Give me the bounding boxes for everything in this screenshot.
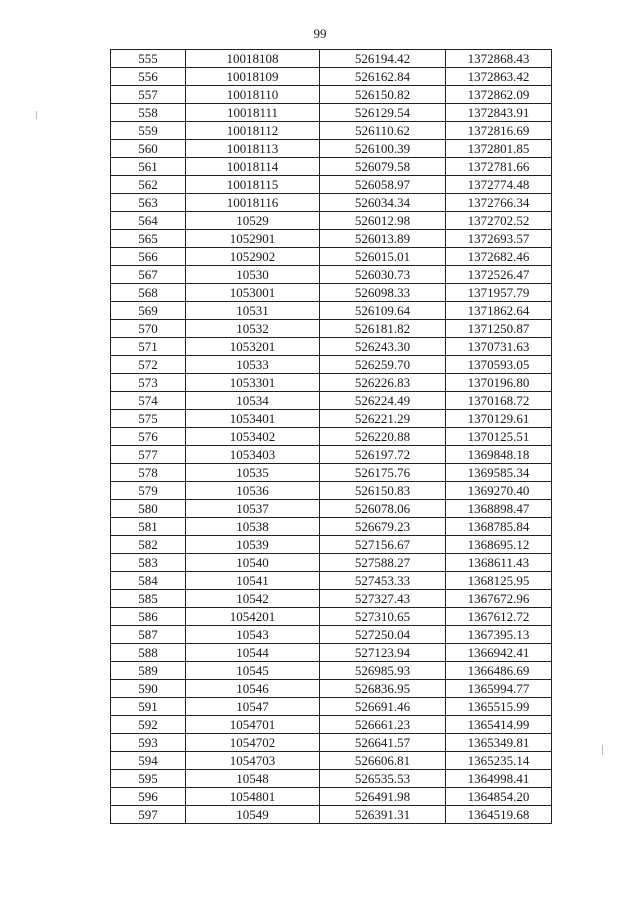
point-id-cell: 1052902 [186, 248, 320, 266]
y-coordinate-cell: 1371250.87 [446, 320, 552, 338]
row-number-cell: 574 [111, 392, 186, 410]
y-coordinate-cell: 1364519.68 [446, 806, 552, 824]
point-id-cell: 1054201 [186, 608, 320, 626]
x-coordinate-cell: 527310.65 [320, 608, 446, 626]
table-row [111, 464, 552, 482]
table-row [111, 500, 552, 518]
table-row [111, 446, 552, 464]
table-row [111, 248, 552, 266]
y-coordinate-cell: 1370731.63 [446, 338, 552, 356]
x-coordinate-cell: 526391.31 [320, 806, 446, 824]
point-id-cell: 10536 [186, 482, 320, 500]
y-coordinate-cell: 1372693.57 [446, 230, 552, 248]
row-number-cell: 590 [111, 680, 186, 698]
y-coordinate-cell: 1371957.79 [446, 284, 552, 302]
table-row [111, 302, 552, 320]
row-number-cell: 557 [111, 86, 186, 104]
x-coordinate-cell: 526110.62 [320, 122, 446, 140]
x-coordinate-cell: 526109.64 [320, 302, 446, 320]
table-row [111, 374, 552, 392]
row-number-cell: 555 [111, 50, 186, 68]
point-id-cell: 1054703 [186, 752, 320, 770]
row-number-cell: 592 [111, 716, 186, 734]
table-row [111, 680, 552, 698]
row-number-cell: 584 [111, 572, 186, 590]
x-coordinate-cell: 526221.29 [320, 410, 446, 428]
point-id-cell: 10538 [186, 518, 320, 536]
table-row [111, 140, 552, 158]
y-coordinate-cell: 1372766.34 [446, 194, 552, 212]
table-row [111, 50, 552, 68]
x-coordinate-cell: 526691.46 [320, 698, 446, 716]
row-number-cell: 567 [111, 266, 186, 284]
y-coordinate-cell: 1364998.41 [446, 770, 552, 788]
point-id-cell: 10018109 [186, 68, 320, 86]
coordinates-table [110, 49, 552, 824]
y-coordinate-cell: 1365515.99 [446, 698, 552, 716]
point-id-cell: 1053001 [186, 284, 320, 302]
x-coordinate-cell: 527327.43 [320, 590, 446, 608]
x-coordinate-cell: 527250.04 [320, 626, 446, 644]
table-row [111, 428, 552, 446]
point-id-cell: 10545 [186, 662, 320, 680]
table-row [111, 590, 552, 608]
point-id-cell: 10018114 [186, 158, 320, 176]
row-number-cell: 596 [111, 788, 186, 806]
y-coordinate-cell: 1366942.41 [446, 644, 552, 662]
table-row [111, 68, 552, 86]
y-coordinate-cell: 1369270.40 [446, 482, 552, 500]
y-coordinate-cell: 1365414.99 [446, 716, 552, 734]
x-coordinate-cell: 527453.33 [320, 572, 446, 590]
x-coordinate-cell: 526181.82 [320, 320, 446, 338]
y-coordinate-cell: 1372682.46 [446, 248, 552, 266]
y-coordinate-cell: 1372774.48 [446, 176, 552, 194]
y-coordinate-cell: 1372863.42 [446, 68, 552, 86]
x-coordinate-cell: 526259.70 [320, 356, 446, 374]
table-row [111, 698, 552, 716]
page-number: 99 [313, 26, 327, 41]
x-coordinate-cell: 526641.57 [320, 734, 446, 752]
table-row [111, 104, 552, 122]
point-id-cell: 1054701 [186, 716, 320, 734]
x-coordinate-cell: 526162.84 [320, 68, 446, 86]
y-coordinate-cell: 1370593.05 [446, 356, 552, 374]
x-coordinate-cell: 526679.23 [320, 518, 446, 536]
x-coordinate-cell: 526034.34 [320, 194, 446, 212]
row-number-cell: 570 [111, 320, 186, 338]
x-coordinate-cell: 526175.76 [320, 464, 446, 482]
point-id-cell: 10534 [186, 392, 320, 410]
y-coordinate-cell: 1372843.91 [446, 104, 552, 122]
table-row [111, 266, 552, 284]
y-coordinate-cell: 1372868.43 [446, 50, 552, 68]
x-coordinate-cell: 526985.93 [320, 662, 446, 680]
x-coordinate-cell: 526197.72 [320, 446, 446, 464]
point-id-cell: 1052901 [186, 230, 320, 248]
row-number-cell: 579 [111, 482, 186, 500]
row-number-cell: 591 [111, 698, 186, 716]
x-coordinate-cell: 526100.39 [320, 140, 446, 158]
table-row [111, 158, 552, 176]
table-row [111, 554, 552, 572]
row-number-cell: 565 [111, 230, 186, 248]
x-coordinate-cell: 526058.97 [320, 176, 446, 194]
x-coordinate-cell: 526226.83 [320, 374, 446, 392]
x-coordinate-cell: 526836.95 [320, 680, 446, 698]
x-coordinate-cell: 526079.58 [320, 158, 446, 176]
point-id-cell: 10544 [186, 644, 320, 662]
x-coordinate-cell: 526098.33 [320, 284, 446, 302]
x-coordinate-cell: 526150.82 [320, 86, 446, 104]
row-number-cell: 594 [111, 752, 186, 770]
x-coordinate-cell: 526535.53 [320, 770, 446, 788]
row-number-cell: 571 [111, 338, 186, 356]
y-coordinate-cell: 1372862.09 [446, 86, 552, 104]
point-id-cell: 10018108 [186, 50, 320, 68]
point-id-cell: 10533 [186, 356, 320, 374]
y-coordinate-cell: 1367672.96 [446, 590, 552, 608]
point-id-cell: 10547 [186, 698, 320, 716]
row-number-cell: 561 [111, 158, 186, 176]
x-coordinate-cell: 526194.42 [320, 50, 446, 68]
y-coordinate-cell: 1370168.72 [446, 392, 552, 410]
table-row [111, 608, 552, 626]
row-number-cell: 580 [111, 500, 186, 518]
x-coordinate-cell: 527588.27 [320, 554, 446, 572]
x-coordinate-cell: 526012.98 [320, 212, 446, 230]
x-coordinate-cell: 526150.83 [320, 482, 446, 500]
x-coordinate-cell: 526243.30 [320, 338, 446, 356]
row-number-cell: 564 [111, 212, 186, 230]
table-row [111, 410, 552, 428]
table-row [111, 626, 552, 644]
point-id-cell: 10018113 [186, 140, 320, 158]
x-coordinate-cell: 526129.54 [320, 104, 446, 122]
y-coordinate-cell: 1370125.51 [446, 428, 552, 446]
table-row [111, 662, 552, 680]
point-id-cell: 1053403 [186, 446, 320, 464]
row-number-cell: 562 [111, 176, 186, 194]
row-number-cell: 597 [111, 806, 186, 824]
point-id-cell: 10542 [186, 590, 320, 608]
point-id-cell: 10539 [186, 536, 320, 554]
point-id-cell: 10529 [186, 212, 320, 230]
y-coordinate-cell: 1372781.66 [446, 158, 552, 176]
y-coordinate-cell: 1366486.69 [446, 662, 552, 680]
row-number-cell: 585 [111, 590, 186, 608]
table-row [111, 572, 552, 590]
table-row [111, 482, 552, 500]
y-coordinate-cell: 1365994.77 [446, 680, 552, 698]
table-row [111, 716, 552, 734]
y-coordinate-cell: 1369585.34 [446, 464, 552, 482]
row-number-cell: 569 [111, 302, 186, 320]
table-row [111, 338, 552, 356]
row-number-cell: 582 [111, 536, 186, 554]
table-row [111, 788, 552, 806]
row-number-cell: 586 [111, 608, 186, 626]
row-number-cell: 575 [111, 410, 186, 428]
row-number-cell: 587 [111, 626, 186, 644]
table-row [111, 806, 552, 824]
table-row [111, 392, 552, 410]
row-number-cell: 572 [111, 356, 186, 374]
row-number-cell: 568 [111, 284, 186, 302]
coordinates-table-body [111, 50, 552, 824]
point-id-cell: 1053402 [186, 428, 320, 446]
point-id-cell: 10018111 [186, 104, 320, 122]
x-coordinate-cell: 526013.89 [320, 230, 446, 248]
x-coordinate-cell: 526224.49 [320, 392, 446, 410]
x-coordinate-cell: 526220.88 [320, 428, 446, 446]
y-coordinate-cell: 1372526.47 [446, 266, 552, 284]
point-id-cell: 10535 [186, 464, 320, 482]
point-id-cell: 10018112 [186, 122, 320, 140]
point-id-cell: 10541 [186, 572, 320, 590]
y-coordinate-cell: 1368611.43 [446, 554, 552, 572]
row-number-cell: 560 [111, 140, 186, 158]
table-row [111, 176, 552, 194]
table-row [111, 536, 552, 554]
x-coordinate-cell: 527123.94 [320, 644, 446, 662]
point-id-cell: 10537 [186, 500, 320, 518]
y-coordinate-cell: 1371862.64 [446, 302, 552, 320]
point-id-cell: 10548 [186, 770, 320, 788]
y-coordinate-cell: 1368898.47 [446, 500, 552, 518]
point-id-cell: 10543 [186, 626, 320, 644]
y-coordinate-cell: 1372816.69 [446, 122, 552, 140]
scan-mark-right [602, 745, 603, 755]
table-row [111, 212, 552, 230]
point-id-cell: 1053401 [186, 410, 320, 428]
point-id-cell: 10532 [186, 320, 320, 338]
x-coordinate-cell: 526015.01 [320, 248, 446, 266]
point-id-cell: 10018116 [186, 194, 320, 212]
table-row [111, 284, 552, 302]
y-coordinate-cell: 1372702.52 [446, 212, 552, 230]
point-id-cell: 10546 [186, 680, 320, 698]
scan-mark-left [36, 111, 37, 119]
row-number-cell: 559 [111, 122, 186, 140]
y-coordinate-cell: 1367395.13 [446, 626, 552, 644]
row-number-cell: 588 [111, 644, 186, 662]
point-id-cell: 1054801 [186, 788, 320, 806]
row-number-cell: 589 [111, 662, 186, 680]
x-coordinate-cell: 526078.06 [320, 500, 446, 518]
point-id-cell: 10531 [186, 302, 320, 320]
point-id-cell: 1053301 [186, 374, 320, 392]
x-coordinate-cell: 527156.67 [320, 536, 446, 554]
table-row [111, 734, 552, 752]
table-row [111, 320, 552, 338]
point-id-cell: 10549 [186, 806, 320, 824]
y-coordinate-cell: 1368125.95 [446, 572, 552, 590]
y-coordinate-cell: 1370196.80 [446, 374, 552, 392]
point-id-cell: 1053201 [186, 338, 320, 356]
row-number-cell: 576 [111, 428, 186, 446]
point-id-cell: 10540 [186, 554, 320, 572]
y-coordinate-cell: 1364854.20 [446, 788, 552, 806]
point-id-cell: 1054702 [186, 734, 320, 752]
point-id-cell: 10018110 [186, 86, 320, 104]
y-coordinate-cell: 1372801.85 [446, 140, 552, 158]
y-coordinate-cell: 1370129.61 [446, 410, 552, 428]
x-coordinate-cell: 526661.23 [320, 716, 446, 734]
table-row [111, 356, 552, 374]
table-row [111, 518, 552, 536]
table-row [111, 230, 552, 248]
row-number-cell: 573 [111, 374, 186, 392]
row-number-cell: 566 [111, 248, 186, 266]
row-number-cell: 595 [111, 770, 186, 788]
point-id-cell: 10530 [186, 266, 320, 284]
row-number-cell: 577 [111, 446, 186, 464]
table-row [111, 644, 552, 662]
point-id-cell: 10018115 [186, 176, 320, 194]
row-number-cell: 581 [111, 518, 186, 536]
y-coordinate-cell: 1368785.84 [446, 518, 552, 536]
y-coordinate-cell: 1367612.72 [446, 608, 552, 626]
table-row [111, 752, 552, 770]
x-coordinate-cell: 526606.81 [320, 752, 446, 770]
row-number-cell: 593 [111, 734, 186, 752]
table-row [111, 194, 552, 212]
table-row [111, 122, 552, 140]
y-coordinate-cell: 1365235.14 [446, 752, 552, 770]
row-number-cell: 556 [111, 68, 186, 86]
row-number-cell: 583 [111, 554, 186, 572]
y-coordinate-cell: 1368695.12 [446, 536, 552, 554]
table-row [111, 86, 552, 104]
row-number-cell: 578 [111, 464, 186, 482]
x-coordinate-cell: 526030.73 [320, 266, 446, 284]
x-coordinate-cell: 526491.98 [320, 788, 446, 806]
row-number-cell: 558 [111, 104, 186, 122]
table-row [111, 770, 552, 788]
row-number-cell: 563 [111, 194, 186, 212]
y-coordinate-cell: 1369848.18 [446, 446, 552, 464]
y-coordinate-cell: 1365349.81 [446, 734, 552, 752]
